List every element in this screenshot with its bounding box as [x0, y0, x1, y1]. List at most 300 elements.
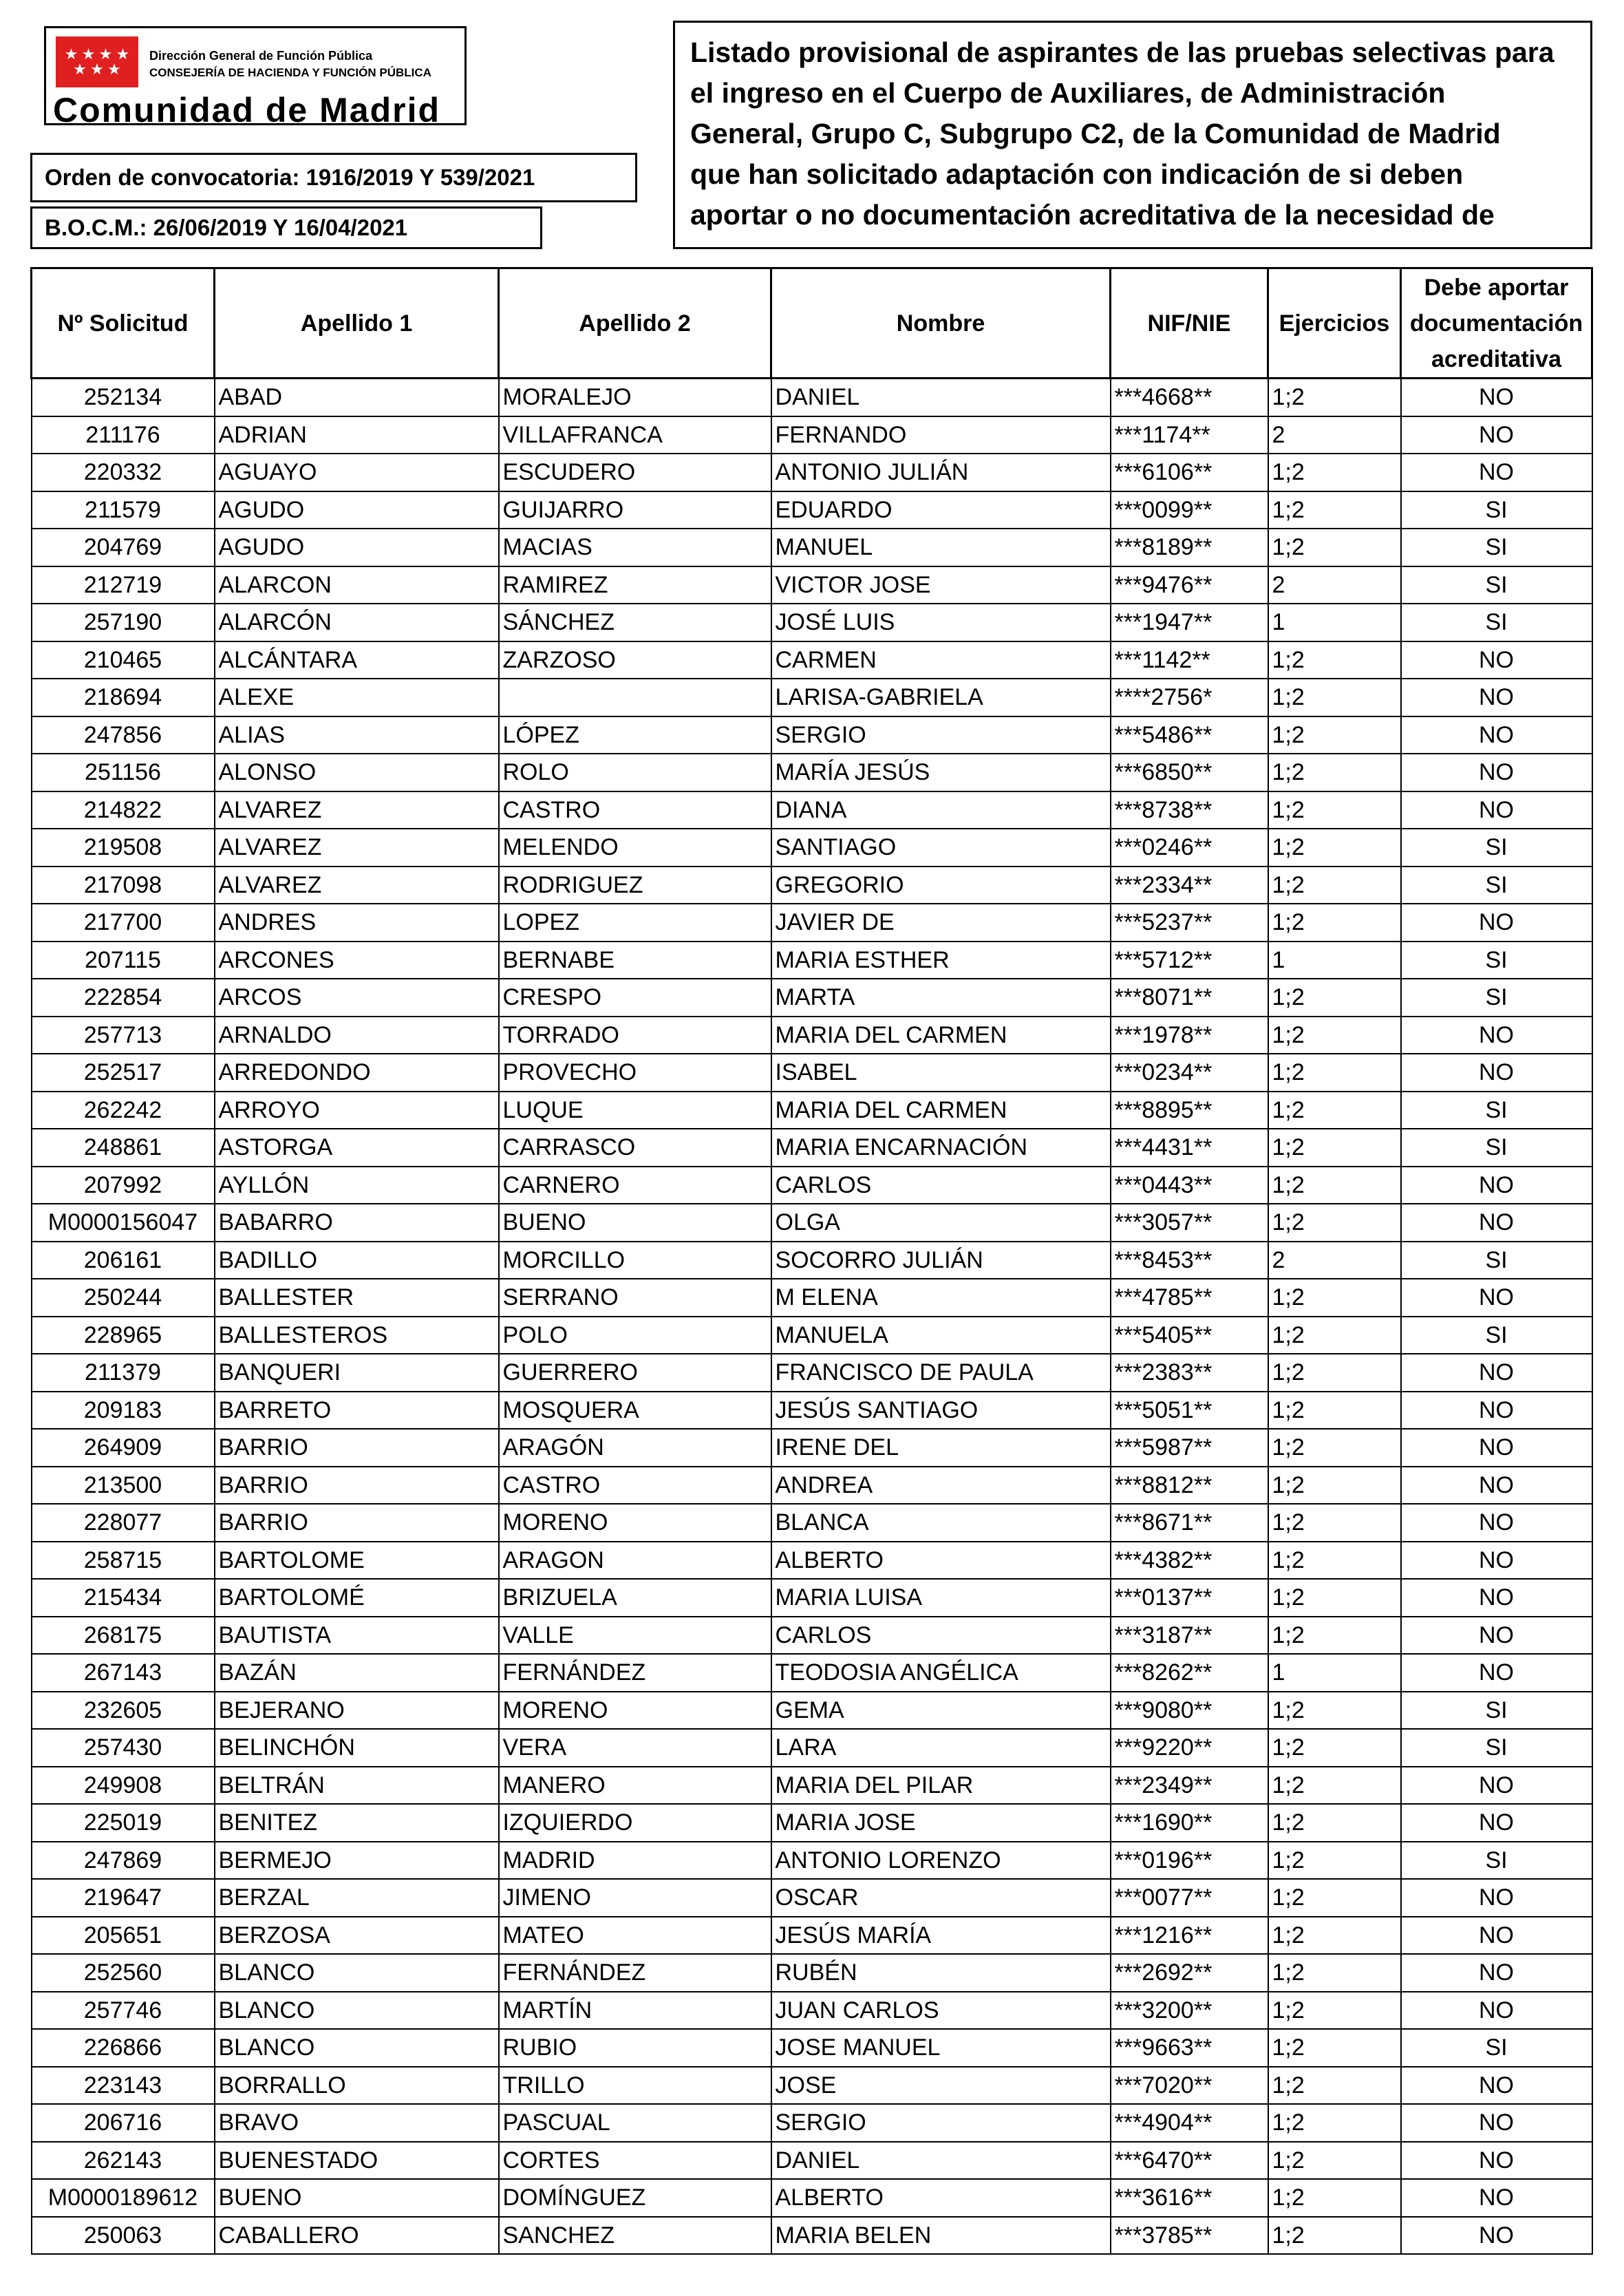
- cell-nif: ***5051**: [1111, 1392, 1268, 1429]
- table-row: [32, 942, 1592, 979]
- cell-apellido1: ALVAREZ: [215, 791, 499, 829]
- cell-nif: ***0077**: [1111, 1879, 1268, 1917]
- cell-apellido2: CORTES: [499, 2142, 771, 2180]
- cell-apellido2: LOPEZ: [499, 904, 771, 942]
- cell-solicitud: 257713: [32, 1017, 215, 1054]
- cell-nombre: SERGIO: [771, 2104, 1111, 2142]
- cell-nif: ***1216**: [1111, 1917, 1268, 1955]
- table-row: [32, 1692, 1592, 1730]
- cell-ejercicios: 1;2: [1268, 379, 1401, 416]
- cell-nombre: JOSÉ LUIS: [771, 604, 1111, 641]
- cell-debe-aportar: SI: [1401, 979, 1592, 1017]
- cell-solicitud: 247869: [32, 1842, 215, 1880]
- table-row: [32, 1842, 1592, 1880]
- cell-ejercicios: 1;2: [1268, 1467, 1401, 1505]
- cell-nif: ***9476**: [1111, 566, 1268, 604]
- cell-apellido2: GUERRERO: [499, 1354, 771, 1392]
- cell-nombre: MARIA ESTHER: [771, 942, 1111, 979]
- cell-nombre: MARIA JOSE: [771, 1804, 1111, 1842]
- cell-solicitud: 250244: [32, 1279, 215, 1317]
- cell-apellido1: BENITEZ: [215, 1804, 499, 1842]
- cell-apellido2: RAMIREZ: [499, 566, 771, 604]
- cell-debe-aportar: NO: [1401, 1542, 1592, 1580]
- cell-nif: ***5405**: [1111, 1317, 1268, 1354]
- cell-ejercicios: 1;2: [1268, 1279, 1401, 1317]
- table-row: [32, 1054, 1592, 1092]
- cell-solicitud: 252517: [32, 1054, 215, 1092]
- cell-apellido1: CABALLERO: [215, 2217, 499, 2255]
- cell-solicitud: 206716: [32, 2104, 215, 2142]
- cell-nombre: BLANCA: [771, 1504, 1111, 1542]
- cell-solicitud: 211176: [32, 416, 215, 454]
- cell-apellido2: CASTRO: [499, 1467, 771, 1505]
- table-row: [32, 1354, 1592, 1392]
- cell-ejercicios: 1;2: [1268, 1729, 1401, 1767]
- cell-ejercicios: 1;2: [1268, 2179, 1401, 2217]
- cell-apellido1: BUENO: [215, 2179, 499, 2217]
- table-row: [32, 1954, 1592, 1992]
- cell-solicitud: 257746: [32, 1992, 215, 2030]
- star-icon: ★: [116, 45, 130, 63]
- cell-ejercicios: 1;2: [1268, 1504, 1401, 1542]
- madrid-logo: [44, 26, 467, 129]
- cell-apellido1: ARCOS: [215, 979, 499, 1017]
- cell-nombre: DIANA: [771, 791, 1111, 829]
- cell-debe-aportar: NO: [1401, 379, 1592, 416]
- cell-apellido2: MORALEJO: [499, 379, 771, 416]
- title-line: aportar o no documentación acreditativa de la necesidad de: [690, 199, 1495, 231]
- cell-solicitud: 262143: [32, 2142, 215, 2180]
- star-icon: ★: [81, 45, 96, 63]
- cell-nombre: OSCAR: [771, 1879, 1111, 1917]
- cell-solicitud: 223143: [32, 2067, 215, 2105]
- cell-apellido2: MORCILLO: [499, 1242, 771, 1279]
- cell-apellido2: BUENO: [499, 1204, 771, 1242]
- table-row: [32, 1654, 1592, 1692]
- cell-solicitud: 252560: [32, 1954, 215, 1992]
- document-title: [673, 21, 1592, 249]
- cell-debe-aportar: NO: [1401, 716, 1592, 754]
- cell-debe-aportar: NO: [1401, 1504, 1592, 1542]
- table-row: [32, 529, 1592, 566]
- cell-apellido2: MATEO: [499, 1917, 771, 1955]
- cell-nombre: JESÚS SANTIAGO: [771, 1392, 1111, 1429]
- cell-solicitud: 252134: [32, 379, 215, 416]
- header-nif: NIF/NIE: [1111, 268, 1268, 379]
- cell-ejercicios: 1;2: [1268, 1129, 1401, 1167]
- cell-apellido1: BERZOSA: [215, 1917, 499, 1955]
- cell-nif: ***0234**: [1111, 1054, 1268, 1092]
- cell-solicitud: 219647: [32, 1879, 215, 1917]
- cell-nombre: JAVIER DE: [771, 904, 1111, 942]
- cell-solicitud: 217700: [32, 904, 215, 942]
- table-row: [32, 2067, 1592, 2105]
- table-row: [32, 1804, 1592, 1842]
- cell-apellido1: BALLESTER: [215, 1279, 499, 1317]
- cell-apellido2: DOMÍNGUEZ: [499, 2179, 771, 2217]
- cell-apellido2: ARAGON: [499, 1542, 771, 1580]
- cell-apellido1: ALARCON: [215, 566, 499, 604]
- cell-apellido2: IZQUIERDO: [499, 1804, 771, 1842]
- cell-nombre: VICTOR JOSE: [771, 566, 1111, 604]
- cell-debe-aportar: SI: [1401, 1092, 1592, 1129]
- cell-apellido1: BLANCO: [215, 1954, 499, 1992]
- table-row: [32, 1879, 1592, 1917]
- table-row: [32, 1542, 1592, 1580]
- applicants-table: [30, 267, 1593, 2255]
- table-row: [32, 491, 1592, 529]
- cell-debe-aportar: NO: [1401, 1579, 1592, 1617]
- table-row: [32, 829, 1592, 867]
- cell-debe-aportar: NO: [1401, 1054, 1592, 1092]
- cell-debe-aportar: SI: [1401, 491, 1592, 529]
- cell-apellido2: POLO: [499, 1317, 771, 1354]
- cell-nombre: ANTONIO JULIÁN: [771, 454, 1111, 491]
- cell-apellido1: ADRIAN: [215, 416, 499, 454]
- cell-ejercicios: 1;2: [1268, 1317, 1401, 1354]
- cell-nombre: MARIA DEL CARMEN: [771, 1092, 1111, 1129]
- cell-debe-aportar: SI: [1401, 1242, 1592, 1279]
- cell-nombre: ALBERTO: [771, 1542, 1111, 1580]
- cell-ejercicios: 1;2: [1268, 979, 1401, 1017]
- cell-apellido1: ALEXE: [215, 679, 499, 716]
- cell-debe-aportar: NO: [1401, 1767, 1592, 1805]
- table-row: [32, 791, 1592, 829]
- cell-nif: ***4904**: [1111, 2104, 1268, 2142]
- cell-nif: ***8812**: [1111, 1467, 1268, 1505]
- cell-debe-aportar: NO: [1401, 904, 1592, 942]
- cell-solicitud: 210465: [32, 641, 215, 679]
- cell-solicitud: 225019: [32, 1804, 215, 1842]
- cell-ejercicios: 1;2: [1268, 1167, 1401, 1204]
- cell-apellido1: BANQUERI: [215, 1354, 499, 1392]
- cell-nombre: TEODOSIA ANGÉLICA: [771, 1654, 1111, 1692]
- cell-apellido1: ALCÁNTARA: [215, 641, 499, 679]
- cell-ejercicios: 1;2: [1268, 867, 1401, 904]
- star-icon: ★: [98, 45, 113, 63]
- cell-nif: ***7020**: [1111, 2067, 1268, 2105]
- cell-ejercicios: 1;2: [1268, 2217, 1401, 2255]
- cell-nombre: MARIA BELEN: [771, 2217, 1111, 2255]
- cell-nombre: JUAN CARLOS: [771, 1992, 1111, 2030]
- cell-ejercicios: 1;2: [1268, 1992, 1401, 2030]
- cell-solicitud: 206161: [32, 1242, 215, 1279]
- cell-debe-aportar: SI: [1401, 1842, 1592, 1880]
- orden-convocatoria: Orden de convocatoria: 1916/2019 Y 539/2021: [30, 153, 637, 202]
- cell-apellido2: CASTRO: [499, 791, 771, 829]
- star-icon: ★: [64, 45, 78, 63]
- cell-nombre: LARISA-GABRIELA: [771, 679, 1111, 716]
- cell-debe-aportar: SI: [1401, 1692, 1592, 1730]
- cell-apellido1: ARCONES: [215, 942, 499, 979]
- header-apellido2: Apellido 2: [499, 268, 771, 379]
- cell-apellido1: BARRETO: [215, 1392, 499, 1429]
- cell-debe-aportar: SI: [1401, 529, 1592, 566]
- table-row: [32, 679, 1592, 716]
- cell-nif: ***1947**: [1111, 604, 1268, 641]
- cell-debe-aportar: SI: [1401, 566, 1592, 604]
- cell-apellido1: ARROYO: [215, 1092, 499, 1129]
- cell-nombre: JESÚS MARÍA: [771, 1917, 1111, 1955]
- cell-apellido1: BELINCHÓN: [215, 1729, 499, 1767]
- cell-ejercicios: 1;2: [1268, 2067, 1401, 2105]
- cell-nif: ***0099**: [1111, 491, 1268, 529]
- cell-debe-aportar: NO: [1401, 1654, 1592, 1692]
- cell-apellido1: ARREDONDO: [215, 1054, 499, 1092]
- cell-solicitud: 249908: [32, 1767, 215, 1805]
- cell-nif: ***4668**: [1111, 379, 1268, 416]
- cell-nif: ***6850**: [1111, 754, 1268, 791]
- cell-solicitud: 257190: [32, 604, 215, 641]
- table-row: [32, 867, 1592, 904]
- cell-nif: ***1142**: [1111, 641, 1268, 679]
- table-row: [32, 1092, 1592, 1129]
- cell-nif: ***4382**: [1111, 1542, 1268, 1580]
- cell-nombre: ISABEL: [771, 1054, 1111, 1092]
- cell-apellido2: FERNÁNDEZ: [499, 1954, 771, 1992]
- cell-nombre: GREGORIO: [771, 867, 1111, 904]
- table-row: [32, 1317, 1592, 1354]
- cell-nif: ***4431**: [1111, 1129, 1268, 1167]
- cell-debe-aportar: NO: [1401, 2179, 1592, 2217]
- table-row: [32, 2142, 1592, 2180]
- cell-apellido1: BAUTISTA: [215, 1617, 499, 1655]
- cell-apellido1: BARTOLOME: [215, 1542, 499, 1580]
- cell-debe-aportar: NO: [1401, 2217, 1592, 2255]
- cell-ejercicios: 1;2: [1268, 1579, 1401, 1617]
- cell-nombre: MARIA ENCARNACIÓN: [771, 1129, 1111, 1167]
- table-row: [32, 1204, 1592, 1242]
- cell-nif: ***8262**: [1111, 1654, 1268, 1692]
- cell-ejercicios: 1;2: [1268, 2029, 1401, 2067]
- cell-debe-aportar: NO: [1401, 679, 1592, 716]
- cell-solicitud: 215434: [32, 1579, 215, 1617]
- cell-solicitud: 211379: [32, 1354, 215, 1392]
- cell-debe-aportar: SI: [1401, 1317, 1592, 1354]
- cell-apellido2: MADRID: [499, 1842, 771, 1880]
- cell-apellido1: BLANCO: [215, 2029, 499, 2067]
- cell-apellido2: MORENO: [499, 1504, 771, 1542]
- cell-ejercicios: 1;2: [1268, 1392, 1401, 1429]
- cell-apellido1: BLANCO: [215, 1992, 499, 2030]
- cell-nif: ***2334**: [1111, 867, 1268, 904]
- table-header: [32, 268, 1592, 379]
- cell-apellido2: GUIJARRO: [499, 491, 771, 529]
- cell-nif: ***8895**: [1111, 1092, 1268, 1129]
- cell-debe-aportar: NO: [1401, 1992, 1592, 2030]
- cell-solicitud: 232605: [32, 1692, 215, 1730]
- table-row: [32, 1129, 1592, 1167]
- cell-debe-aportar: NO: [1401, 2104, 1592, 2142]
- cell-apellido2: CRESPO: [499, 979, 771, 1017]
- table-row: [32, 604, 1592, 641]
- table-row: [32, 566, 1592, 604]
- cell-debe-aportar: NO: [1401, 1017, 1592, 1054]
- cell-nif: ***0137**: [1111, 1579, 1268, 1617]
- table-row: [32, 716, 1592, 754]
- cell-nif: ***9080**: [1111, 1692, 1268, 1730]
- cell-apellido2: LUQUE: [499, 1092, 771, 1129]
- cell-apellido2: PASCUAL: [499, 2104, 771, 2142]
- cell-ejercicios: 1;2: [1268, 1617, 1401, 1655]
- cell-apellido2: ESCUDERO: [499, 454, 771, 491]
- header-apellido1: Apellido 1: [215, 268, 499, 379]
- cell-solicitud: 207992: [32, 1167, 215, 1204]
- cell-solicitud: 228965: [32, 1317, 215, 1354]
- cell-apellido2: BERNABE: [499, 942, 771, 979]
- cell-nombre: JOSE MANUEL: [771, 2029, 1111, 2067]
- cell-debe-aportar: NO: [1401, 1279, 1592, 1317]
- cell-solicitud: 217098: [32, 867, 215, 904]
- cell-nombre: ALBERTO: [771, 2179, 1111, 2217]
- cell-apellido1: BUENESTADO: [215, 2142, 499, 2180]
- cell-apellido2: MANERO: [499, 1767, 771, 1805]
- cell-apellido1: BRAVO: [215, 2104, 499, 2142]
- cell-debe-aportar: NO: [1401, 1392, 1592, 1429]
- cell-solicitud: 228077: [32, 1504, 215, 1542]
- cell-nif: ***0443**: [1111, 1167, 1268, 1204]
- cell-nombre: DANIEL: [771, 2142, 1111, 2180]
- table-row: [32, 1017, 1592, 1054]
- cell-apellido1: BARRIO: [215, 1429, 499, 1467]
- cell-apellido2: VILLAFRANCA: [499, 416, 771, 454]
- cell-apellido1: ANDRES: [215, 904, 499, 942]
- cell-ejercicios: 1;2: [1268, 1842, 1401, 1880]
- cell-apellido1: BARRIO: [215, 1467, 499, 1505]
- table-row: [32, 454, 1592, 491]
- cell-nombre: GEMA: [771, 1692, 1111, 1730]
- cell-debe-aportar: NO: [1401, 1467, 1592, 1505]
- cell-apellido2: SÁNCHEZ: [499, 604, 771, 641]
- cell-nombre: CARMEN: [771, 641, 1111, 679]
- cell-nif: ***6470**: [1111, 2142, 1268, 2180]
- cell-debe-aportar: NO: [1401, 1954, 1592, 1992]
- table-row: [32, 1467, 1592, 1505]
- cell-debe-aportar: SI: [1401, 1129, 1592, 1167]
- cell-ejercicios: 1: [1268, 942, 1401, 979]
- cell-nombre: FERNANDO: [771, 416, 1111, 454]
- cell-solicitud: 211579: [32, 491, 215, 529]
- cell-apellido2: MORENO: [499, 1692, 771, 1730]
- cell-debe-aportar: NO: [1401, 1804, 1592, 1842]
- cell-solicitud: 214822: [32, 791, 215, 829]
- header-nombre: Nombre: [771, 268, 1111, 379]
- cell-nombre: MARTA: [771, 979, 1111, 1017]
- cell-debe-aportar: SI: [1401, 829, 1592, 867]
- title-line: que han solicitado adaptación con indicación de si deben: [690, 158, 1464, 190]
- cell-ejercicios: 1;2: [1268, 1429, 1401, 1467]
- cell-ejercicios: 1;2: [1268, 491, 1401, 529]
- table-row: [32, 1992, 1592, 2030]
- cell-apellido1: BAZÁN: [215, 1654, 499, 1692]
- cell-ejercicios: 1;2: [1268, 716, 1401, 754]
- cell-debe-aportar: SI: [1401, 604, 1592, 641]
- cell-nif: ***9663**: [1111, 2029, 1268, 2067]
- cell-solicitud: 257430: [32, 1729, 215, 1767]
- madrid-flag-icon: [56, 36, 138, 87]
- cell-ejercicios: 2: [1268, 1242, 1401, 1279]
- cell-nif: ***8189**: [1111, 529, 1268, 566]
- cell-debe-aportar: NO: [1401, 1354, 1592, 1392]
- cell-debe-aportar: NO: [1401, 754, 1592, 791]
- cell-apellido1: ARNALDO: [215, 1017, 499, 1054]
- cell-apellido2: CARNERO: [499, 1167, 771, 1204]
- cell-debe-aportar: NO: [1401, 1879, 1592, 1917]
- cell-debe-aportar: SI: [1401, 867, 1592, 904]
- cell-ejercicios: 1;2: [1268, 641, 1401, 679]
- star-icon: ★: [107, 61, 121, 78]
- cell-apellido2: VALLE: [499, 1617, 771, 1655]
- cell-apellido1: ABAD: [215, 379, 499, 416]
- cell-nombre: SANTIAGO: [771, 829, 1111, 867]
- cell-debe-aportar: NO: [1401, 1204, 1592, 1242]
- table-row: [32, 1729, 1592, 1767]
- table-row: [32, 2217, 1592, 2255]
- cell-nif: ***2692**: [1111, 1954, 1268, 1992]
- cell-apellido1: ALIAS: [215, 716, 499, 754]
- cell-ejercicios: 1;2: [1268, 679, 1401, 716]
- cell-ejercicios: 2: [1268, 416, 1401, 454]
- cell-apellido1: AGUAYO: [215, 454, 499, 491]
- cell-solicitud: 219508: [32, 829, 215, 867]
- cell-nombre: SERGIO: [771, 716, 1111, 754]
- cell-nombre: MARÍA JESÚS: [771, 754, 1111, 791]
- cell-solicitud: 205651: [32, 1917, 215, 1955]
- cell-apellido1: AGUDO: [215, 491, 499, 529]
- cell-apellido1: BORRALLO: [215, 2067, 499, 2105]
- cell-apellido1: ALVAREZ: [215, 829, 499, 867]
- cell-solicitud: 212719: [32, 566, 215, 604]
- cell-apellido1: BEJERANO: [215, 1692, 499, 1730]
- table-row: [32, 979, 1592, 1017]
- cell-nombre: ANDREA: [771, 1467, 1111, 1505]
- cell-apellido1: BERZAL: [215, 1879, 499, 1917]
- cell-nombre: DANIEL: [771, 379, 1111, 416]
- cell-apellido2: FERNÁNDEZ: [499, 1654, 771, 1692]
- cell-ejercicios: 1;2: [1268, 1917, 1401, 1955]
- table-row: [32, 1504, 1592, 1542]
- cell-apellido2: ROLO: [499, 754, 771, 791]
- header-debe-aportar: Debe aportar documentación acreditativa: [1401, 268, 1592, 379]
- cell-nombre: CARLOS: [771, 1617, 1111, 1655]
- cell-ejercicios: 1;2: [1268, 529, 1401, 566]
- cell-nombre: MANUEL: [771, 529, 1111, 566]
- star-icon: ★: [90, 61, 104, 78]
- cell-apellido1: ALARCÓN: [215, 604, 499, 641]
- cell-debe-aportar: SI: [1401, 1729, 1592, 1767]
- cell-apellido1: BERMEJO: [215, 1842, 499, 1880]
- cell-solicitud: 220332: [32, 454, 215, 491]
- cell-ejercicios: 1;2: [1268, 1692, 1401, 1730]
- cell-solicitud: 258715: [32, 1542, 215, 1580]
- cell-nombre: SOCORRO JULIÁN: [771, 1242, 1111, 1279]
- table-row: [32, 2104, 1592, 2142]
- cell-apellido2: RUBIO: [499, 2029, 771, 2067]
- logo-department: Dirección General de Función Pública: [149, 49, 373, 63]
- cell-solicitud: 250063: [32, 2217, 215, 2255]
- cell-nif: ***0196**: [1111, 1842, 1268, 1880]
- logo-consejeria: CONSEJERÍA DE HACIENDA Y FUNCIÓN PÚBLICA: [149, 66, 431, 79]
- cell-nombre: LARA: [771, 1729, 1111, 1767]
- cell-nif: ***9220**: [1111, 1729, 1268, 1767]
- cell-nombre: ANTONIO LORENZO: [771, 1842, 1111, 1880]
- cell-ejercicios: 1;2: [1268, 1542, 1401, 1580]
- cell-apellido2: MARTÍN: [499, 1992, 771, 2030]
- cell-nif: ***1978**: [1111, 1017, 1268, 1054]
- cell-debe-aportar: NO: [1401, 1167, 1592, 1204]
- table-row: [32, 416, 1592, 454]
- cell-nombre: RUBÉN: [771, 1954, 1111, 1992]
